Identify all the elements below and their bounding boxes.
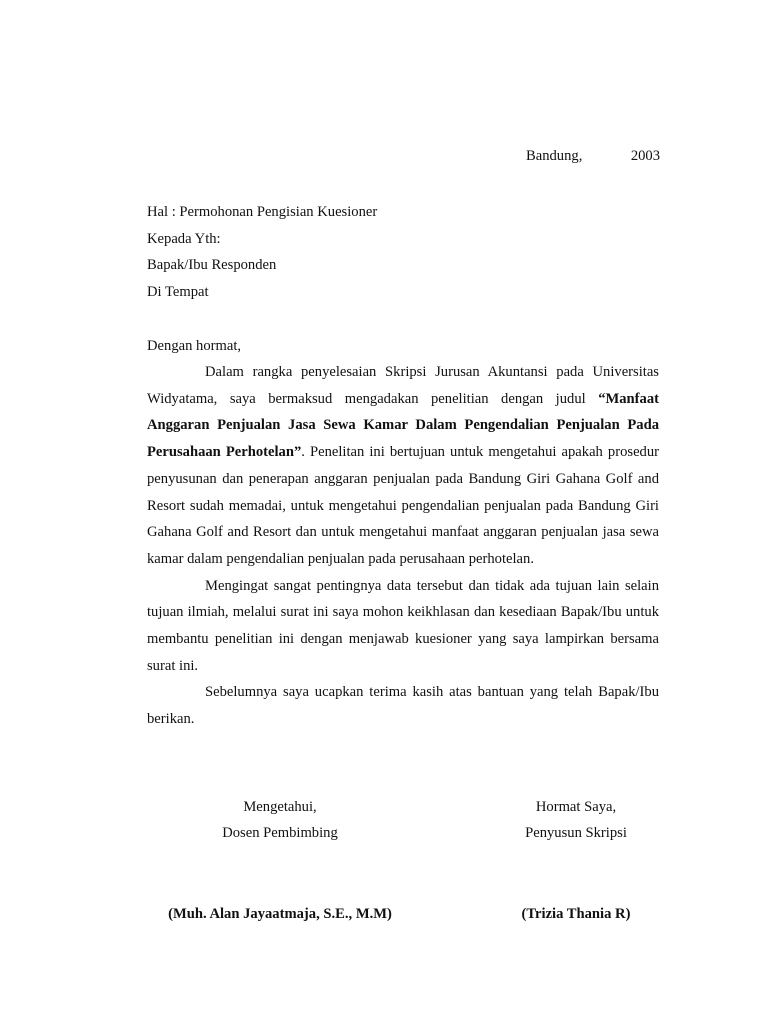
letter-header: [147, 199, 377, 306]
paragraph-3: Sebelumnya saya ucapkan terima kasih atas bantuan yang telah Bapak/Ibu berikan.: [147, 684, 659, 728]
author-name: (Trizia Thania R): [521, 906, 631, 922]
signature-left-label: Mengetahui,: [243, 799, 317, 815]
paragraph-1-rest: . Penelitan ini bertujuan untuk mengetahui apakah prosedur penyusunan dan penerapan anggaran penjualan pada Bandung Giri Gahana Golf and Resort sudah memadai, untuk mengetahui pengendalian penjualan pada Bandung Giri Gahana Golf and Resort dan untuk mengetahui manfaat anggaran penjualan jasa sewa kamar dalam pengendalian penjualan pada perusahaan perhotelan.: [147, 444, 659, 567]
greeting: Dengan hormat,: [147, 338, 242, 354]
signature-right-label: Hormat Saya,: [535, 799, 617, 815]
paragraph-2: Mengingat sangat pentingnya data tersebut dan tidak ada tujuan lain selain tujuan ilmiah, melalui surat ini saya mohon keikhlasan dan kesediaan Bapak/Ibu untuk membantu penelitian ini dengan menjawab kuesioner yang saya lampirkan bersama surat ini.: [147, 577, 659, 674]
subject-line: Hal : Permohonan Pengisian Kuesioner: [147, 204, 378, 220]
paragraph-1: [147, 359, 659, 573]
addressee-place: Di Tempat: [147, 284, 209, 301]
addressee-recipient: Bapak/Ibu Responden: [147, 257, 277, 274]
supervisor-name: (Muh. Alan Jayaatmaja, S.E., M.M): [168, 906, 392, 922]
date-year: 2003: [630, 148, 660, 164]
date-line: [526, 146, 660, 166]
signature-left-role: Dosen Pembimbing: [222, 825, 338, 841]
date-city: Bandung,: [526, 148, 583, 164]
addressee-to: Kepada Yth:: [147, 230, 221, 247]
signature-right-role: Penyusun Skripsi: [525, 825, 627, 841]
research-title: “Manfaat Anggaran Penjualan Jasa Sewa Kamar Dalam Pengendalian Penjualan Pada Perusahaan Perhotelan”: [147, 390, 659, 461]
paragraph-1-intro: Dalam rangka penyelesaian Skripsi Jurusan Akuntansi pada Universitas Widyatama, saya bermaksud mengadakan penelitian dengan judul: [147, 364, 659, 407]
letter-body: [147, 359, 659, 733]
